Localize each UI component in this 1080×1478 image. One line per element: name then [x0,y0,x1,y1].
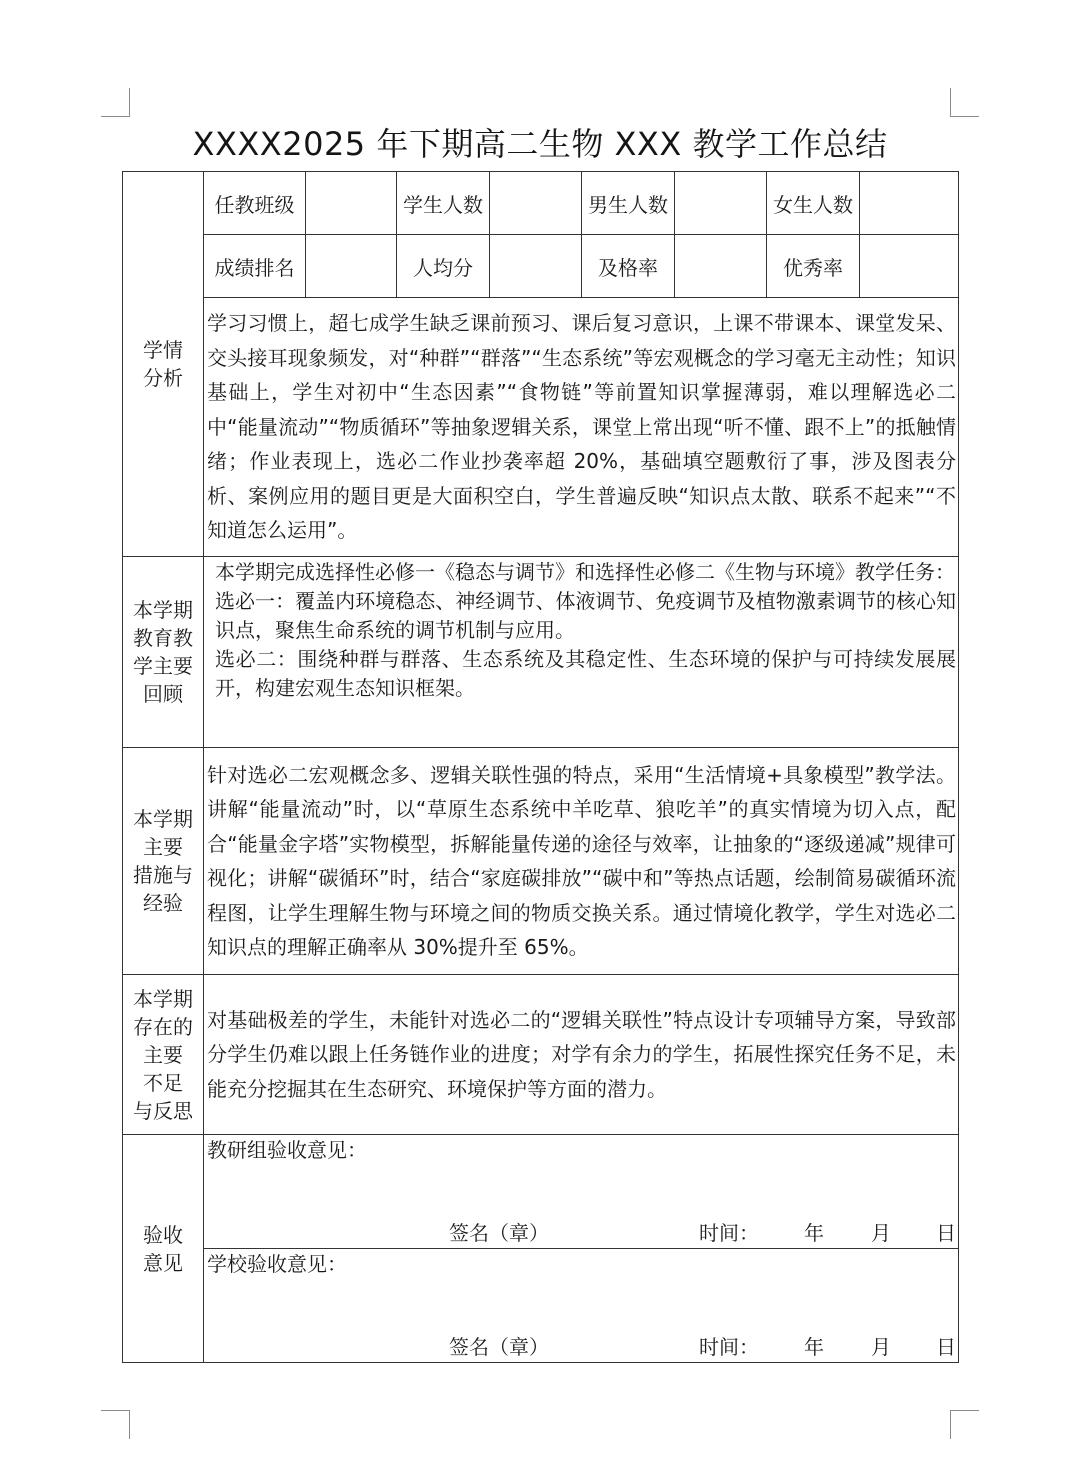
girls-label: 女生人数 [767,172,860,235]
students-value [490,172,582,235]
crop-mark-top-left [101,88,130,117]
reflection-text: 对基础极差的学生，未能针对选必二的“逻辑关联性”特点设计专项辅导方案，导致部分学生仍难以跟上任务链作业的进度；对学有余力的学生，拓展性探究任务不足，未能充分挖掘其在生态研究、环境保护等方面的潜力。 [204,975,959,1135]
school-acceptance-caption: 学校验收意见： [207,1252,347,1276]
crop-mark-top-right [950,88,979,117]
measures-text: 针对选必二宏观概念多、逻辑关联性强的特点，采用“生活情境+具象模型”教学法。讲解“能量流动”时，以“草原生态系统中羊吃草、狼吃羊”的真实情境为切入点，配合“能量金字塔”实物模型，拆解能量传递的途径与效率，让抽象的“逐级递减”规律可视化；讲解“碳循环”时，结合“家庭碳排放”“碳中和”等热点话题，绘制简易碳循环流程图，让学生理解生物与环境之间的物质交换关系。通过情境化教学，学生对选必二知识点的理解正确率从 30%提升至 65%。 [204,748,959,975]
avg-label: 人均分 [397,235,490,298]
pass-value [675,235,767,298]
document-title: XXXX2025 年下期高二生物 XXX 教学工作总结 [192,125,888,163]
reflection-label: 本学期 存在的 主要 不足 与反思 [123,975,204,1135]
group-year-label: 年 [804,1221,824,1245]
school-month-label: 月 [871,1335,891,1359]
excellent-value [860,235,959,298]
crop-mark-bottom-left [101,1410,130,1439]
review-item-1: 选必一：覆盖内环境稳态、神经调节、体液调节、免疫调节及植物激素调节的核心知识点，聚焦生命系统的调节机制与应用。 [215,589,956,642]
excellent-label: 优秀率 [767,235,860,298]
rank-label: 成绩排名 [204,235,306,298]
review-intro: 本学期完成选择性必修一《稳态与调节》和选择性必修二《生物与环境》教学任务： [215,560,955,584]
group-acceptance [204,1135,959,1249]
pass-label: 及格率 [582,235,675,298]
acceptance-label: 验收 意见 [123,1135,204,1363]
school-time-label: 时间： [699,1335,759,1359]
rank-value [306,235,397,298]
group-acceptance-caption: 教研组验收意见： [207,1138,367,1162]
school-acceptance [204,1249,959,1363]
boys-value [675,172,767,235]
school-sign-label: 签名（章） [449,1335,549,1359]
avg-value [490,235,582,298]
students-label: 学生人数 [397,172,490,235]
review-text [204,557,959,748]
review-label: 本学期 教育教 学主要 回顾 [123,557,204,748]
measures-label: 本学期 主要 措施与 经验 [123,748,204,975]
analysis-label: 学情 分析 [123,172,204,557]
group-month-label: 月 [871,1221,891,1245]
class-label: 任教班级 [204,172,306,235]
class-value [306,172,397,235]
crop-mark-bottom-right [950,1410,979,1439]
group-day-label: 日 [936,1221,956,1245]
group-sign-label: 签名（章） [449,1221,549,1245]
group-time-label: 时间： [699,1221,759,1245]
school-year-label: 年 [804,1335,824,1359]
school-day-label: 日 [936,1335,956,1359]
analysis-text: 学习习惯上，超七成学生缺乏课前预习、课后复习意识，上课不带课本、课堂发呆、交头接耳现象频发，对“种群”“群落”“生态系统”等宏观概念的学习毫无主动性；知识基础上，学生对初中“生态因素”“食物链”等前置知识掌握薄弱，难以理解选必二中“能量流动”“物质循环”等抽象逻辑关系，课堂上常出现“听不懂、跟不上”的抵触情绪；作业表现上，选必二作业抄袭率超 20%，基础填空题敷衍了事，涉及图表分析、案例应用的题目更是大面积空白，学生普遍反映“知识点太散、联系不起来”“不知道怎么运用”。 [204,298,959,557]
review-item-2: 选必二：围绕种群与群落、生态系统及其稳定性、生态环境的保护与可持续发展展开，构建宏观生态知识框架。 [215,647,956,700]
summary-table [122,171,958,1362]
girls-value [860,172,959,235]
boys-label: 男生人数 [582,172,675,235]
